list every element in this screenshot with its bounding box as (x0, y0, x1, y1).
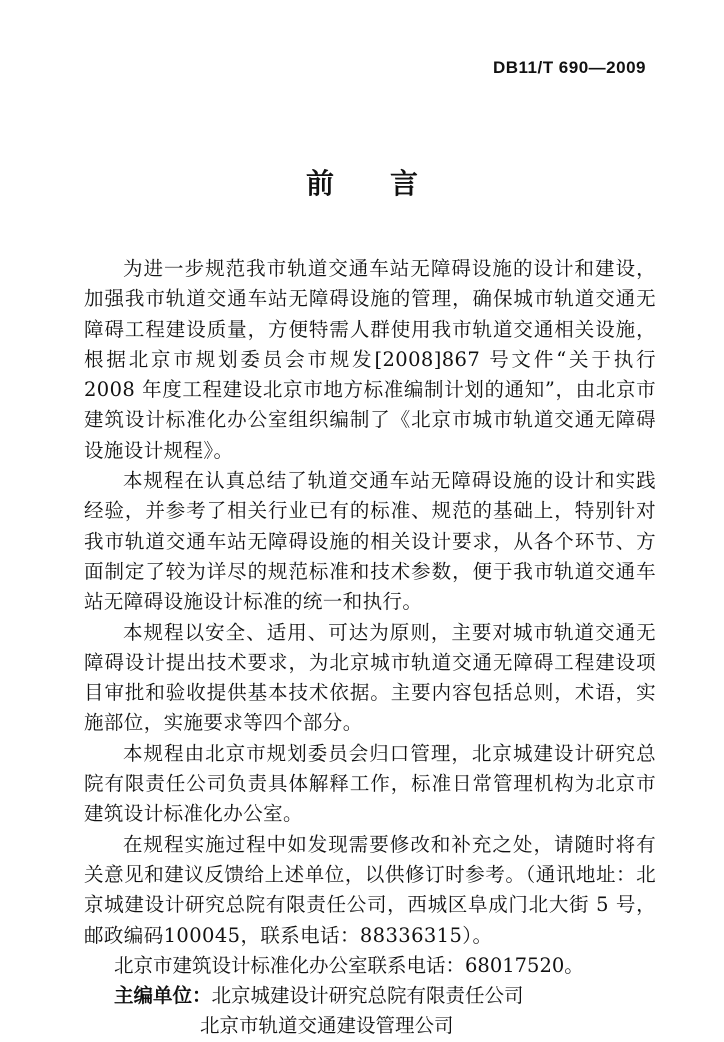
paragraph-3: 本规程以安全、适用、可达为原则，主要对城市轨道交通无障碍设计提出技术要求，为北京城市轨道交通无障碍工程建设项目审批和验收提供基本技术依据。主要内容包括总则，术语，实施部位，实施要求等四个部分。 (84, 620, 656, 735)
standard-code: DB11/T 690—2009 (492, 58, 646, 77)
paragraph-4: 本规程由北京市规划委员会归口管理，北京城建设计研究总院有限责任公司负责具体解释工作，标准日常管理机构为北京市建筑设计标准化办公室。 (84, 741, 656, 826)
editor-unit-row (84, 981, 656, 1011)
foreword-body (84, 254, 656, 1042)
contact-line: 北京市建筑设计标准化办公室联系电话：68017520。 (114, 953, 584, 977)
editor-unit-1: 北京城建设计研究总院有限责任公司 (211, 984, 524, 1008)
editor-unit-2: 北京市轨道交通建设管理公司 (200, 1014, 454, 1038)
editor-label: 主编单位： (114, 984, 212, 1008)
paragraph-2: 本规程在认真总结了轨道交通车站无障碍设施的设计和实践经验，并参考了相关行业已有的标准、规范的基础上，特别针对我市轨道交通车站无障碍设施的相关设计要求，从各个环节、方面制定了较为详尽的规范标准和技术参数，便于我市轨道交通车站无障碍设施设计标准的统一和执行。 (84, 469, 656, 614)
paragraph-1: 为进一步规范我市轨道交通车站无障碍设施的设计和建设，加强我市轨道交通车站无障碍设施的管理，确保城市轨道交通无障碍工程建设质量，方便特需人群使用我市轨道交通相关设施，根据北京市规划委员会市规发[2008]867 号文件“关于执行 2008 年度工程建设北京市地方标准编制计划的通知”，由北京市建筑设计标准化办公室组织编制了《北京市城市轨道交通无障碍设施设计规程》。 (84, 257, 656, 462)
paragraph-5: 在规程实施过程中如发现需要修改和补充之处，请随时将有关意见和建议反馈给上述单位，以供修订时参考。（通讯地址：北京城建设计研究总院有限责任公司，西城区阜成门北大街 5 号，邮政编码100045，联系电话：88336315）。 (84, 832, 656, 947)
page-title: 前言 (305, 167, 474, 200)
